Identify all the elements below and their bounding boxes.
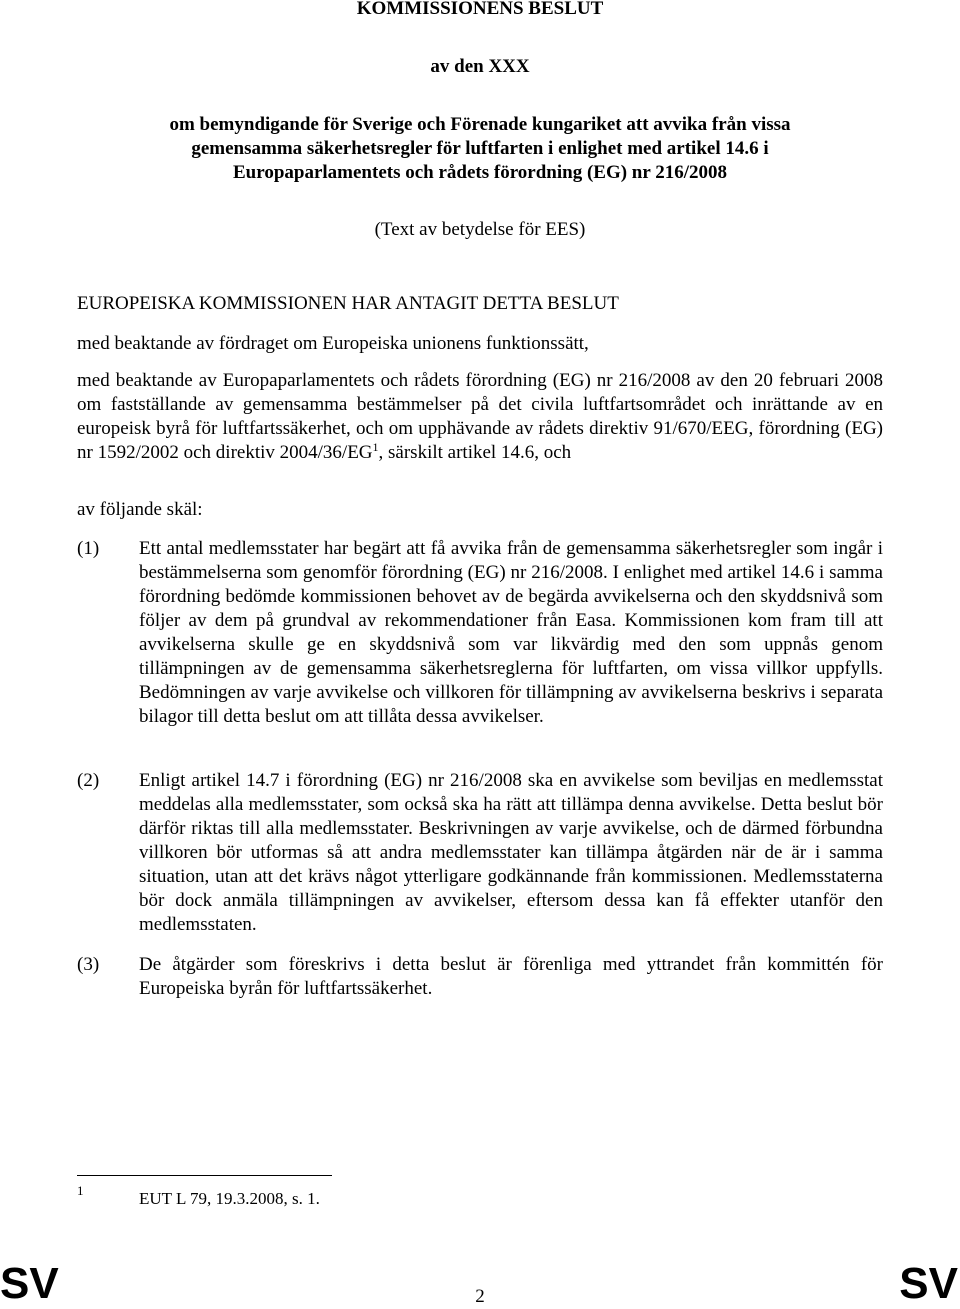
language-code-left: SV	[0, 1259, 59, 1308]
footnote-marker: 1	[77, 1183, 84, 1198]
citation-regulation-tail: , särskilt artikel 14.6, och	[378, 442, 572, 463]
date-line: av den XXX	[430, 56, 530, 77]
document-title: KOMMISSIONENS BESLUT	[356, 0, 604, 19]
recital-text: Ett antal medlemsstater har begärt att få avvika från de gemensamma säkerhetsregler som ingår i bestämmelserna som genomför förordning (EG) nr 216/2008. I enlighet med artikel 14.6 i samma förordning bedömde kommissionen behovet av de begärda avvikelserna och den skyddsnivå som följer av dem på grundval av rekommendationer från Easa. Kommissionen kom fram till att avvikelserna skulle ge en skyddsnivå som var likvärdig med den som uppnås genom tillämpningen av de gemensamma säkerhetsreglerna för luftfarten, om vissa villkor uppfylls. Bedömningen av varje avvikelse och villkoren för tillämpning av avvikelserna beskrivs i separata bilagor till detta beslut om att tillåta dessa avvikelser.	[139, 538, 883, 727]
decision-subject: om bemyndigande för Sverige och Förenade kungariket att avvika från vissa gemensamma säkerhetsregler för luftfarten i enlighet med artikel 14.6 i Europaparlamentets och rådets förordning (EG) nr 216/2008	[169, 114, 791, 183]
citation-regulation-text: med beaktande av Europaparlamentets och rådets förordning (EG) nr 216/2008 av den 20 februari 2008 om fastställande av gemensamma bestämmelser på det civila luftfartsområdet och inrättande av en europeisk byrå för luftfartssäkerhet, och om upphävande av rådets direktiv 91/670/EEG, förordning (EG) nr 1592/2002 och direktiv 2004/36/EG	[77, 370, 883, 463]
footnote-text: EUT L 79, 19.3.2008, s. 1.	[139, 1189, 320, 1208]
recital-text: Enligt artikel 14.7 i förordning (EG) nr 216/2008 ska en avvikelse som beviljas en medlemsstat meddelas alla medlemsstater, som också ska ha rätt att tillämpa denna avvikelse. Detta beslut bör därför riktas till alla medlemsstater. Beskrivningen av varje avvikelse, och de därmed förbundna villkoren bör utformas så att andra medlemsstater kan tillämpa åtgärden när de är i samma situation, utan att det krävs något ytterligare godkännande från kommissionen. Medlemsstaterna bör dock anmäla tillämpningen av avvikelser, eftersom dessa kan få effekter utanför den medlemsstaten.	[139, 770, 883, 935]
citation-treaty: med beaktande av fördraget om Europeiska unionens funktionssätt,	[77, 333, 589, 354]
recital-number: (3)	[77, 954, 100, 975]
recital-text: De åtgärder som föreskrivs i detta beslut är förenliga med yttrandet från kommittén för Europeiska byrån för luftfartssäkerhet.	[139, 954, 883, 999]
eea-relevance: (Text av betydelse för EES)	[374, 219, 586, 240]
recitals-intro: av följande skäl:	[77, 499, 203, 520]
recital-number: (1)	[77, 538, 100, 559]
page-number: 2	[475, 1286, 485, 1307]
footnote-reference: 1	[372, 440, 379, 454]
recital-number: (2)	[77, 770, 100, 791]
adoption-statement: EUROPEISKA KOMMISSIONEN HAR ANTAGIT DETTA BESLUT	[77, 293, 619, 314]
language-code-right: SV	[899, 1259, 958, 1308]
recital-2	[77, 769, 883, 937]
recital-3	[77, 953, 883, 1001]
citation-regulation	[77, 369, 883, 465]
recital-1	[77, 537, 883, 729]
footnote-separator	[77, 1175, 332, 1176]
